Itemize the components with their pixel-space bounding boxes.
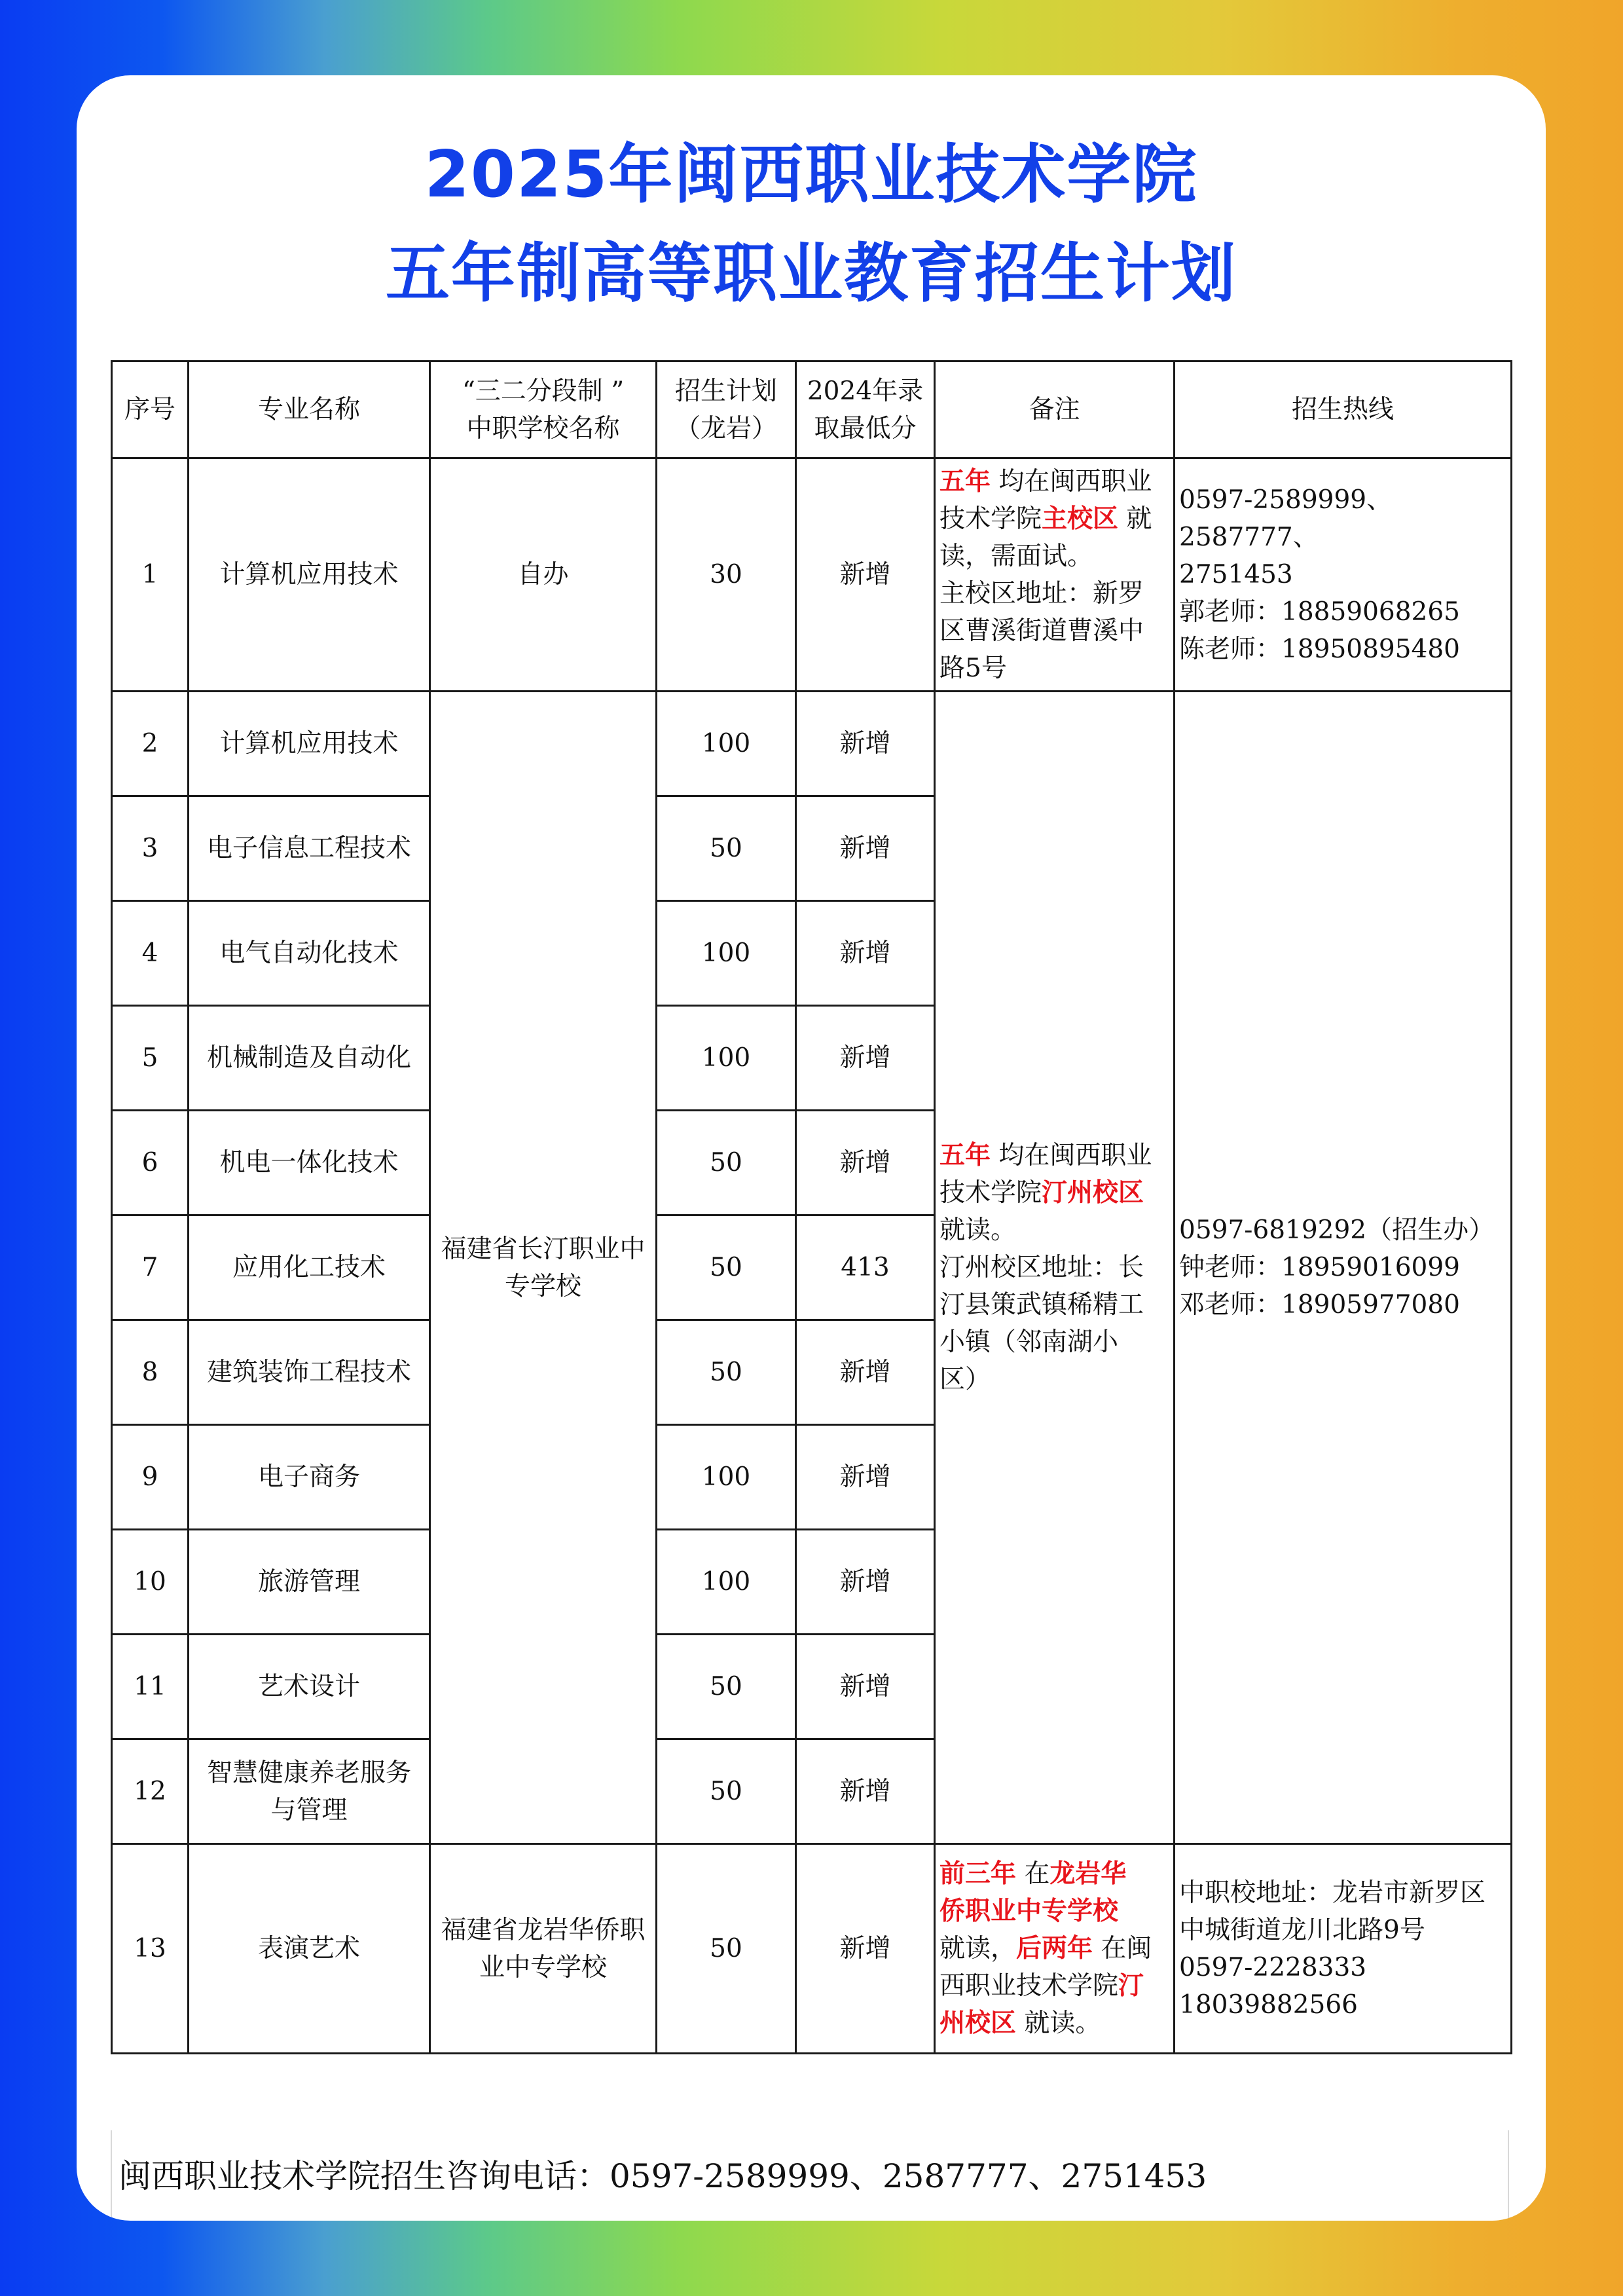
- note-text: 在闽: [1093, 1934, 1152, 1963]
- row-no: 12: [112, 1739, 189, 1844]
- note-address: 汀县策武镇稀精工: [939, 1290, 1144, 1320]
- note-text: 均在闽西职业: [991, 1141, 1152, 1170]
- table-header-row: [112, 361, 1512, 458]
- header-hotline: 招生热线: [1175, 361, 1512, 458]
- row-major: 电气自动化技术: [189, 901, 430, 1006]
- row-major: 机械制造及自动化: [189, 1006, 430, 1111]
- header-school-line-2: 中职学校名称: [466, 413, 620, 443]
- group1-hotline: [1175, 458, 1512, 692]
- header-note: 备注: [935, 361, 1175, 458]
- row-score: 新增: [796, 1111, 935, 1215]
- row-score: 新增: [796, 1844, 935, 2054]
- note-highlight: 汀: [1118, 1971, 1144, 2001]
- row-major: [189, 1739, 430, 1844]
- note-text: 读，需面试。: [939, 541, 1093, 571]
- note-text: 在: [1016, 1859, 1050, 1889]
- row-no: 1: [112, 458, 189, 692]
- row-plan: 100: [657, 1530, 796, 1635]
- row-plan: 100: [657, 1006, 796, 1111]
- group2-hotline: [1175, 692, 1512, 1844]
- row-major: 计算机应用技术: [189, 458, 430, 692]
- header-score-line-1: 2024年录: [807, 376, 924, 406]
- group3-note: [935, 1844, 1175, 2054]
- row-no: 6: [112, 1111, 189, 1215]
- group3-school: [430, 1844, 657, 2054]
- row-no: 2: [112, 692, 189, 796]
- school-line: 福建省长汀职业中: [441, 1234, 646, 1264]
- note-highlight: 后两年: [1016, 1934, 1093, 1963]
- note-address: 路5号: [939, 653, 1007, 683]
- row-plan: 100: [657, 1425, 796, 1530]
- school-line: 福建省龙岩华侨职: [441, 1915, 646, 1945]
- hotline-line: 陈老师：18950895480: [1179, 635, 1460, 664]
- header-major: 专业名称: [189, 361, 430, 458]
- header-score-line-2: 取最低分: [814, 413, 917, 443]
- group3-hotline: [1175, 1844, 1512, 2054]
- row-score: 新增: [796, 1739, 935, 1844]
- row-plan: 100: [657, 901, 796, 1006]
- row-score: 新增: [796, 458, 935, 692]
- row-no: 9: [112, 1425, 189, 1530]
- hotline-line: 中职校地址：龙岩市新罗区: [1179, 1878, 1486, 1908]
- note-address: 主校区地址：新罗: [939, 578, 1144, 608]
- note-text: 就读。: [1016, 2009, 1101, 2038]
- row-no: 7: [112, 1215, 189, 1320]
- group1-note: [935, 458, 1175, 692]
- note-text: 就读。: [939, 1215, 1017, 1245]
- row-major: 旅游管理: [189, 1530, 430, 1635]
- consult-phone-footer: 闽西职业技术学院招生咨询电话：0597-2589999、2587777、2751453: [111, 2130, 1509, 2221]
- table-row: [112, 692, 1512, 796]
- major-line: 与管理: [270, 1795, 348, 1825]
- row-no: 3: [112, 796, 189, 901]
- school-line: 业中专学校: [479, 1952, 607, 1982]
- note-highlight: 侨职业中专学校: [939, 1897, 1119, 1926]
- row-score: 新增: [796, 1425, 935, 1530]
- note-highlight: 五年: [939, 466, 991, 496]
- title-line-2: 五年制高等职业教育招生计划: [385, 236, 1237, 311]
- table-row: [112, 458, 1512, 692]
- row-plan: 50: [657, 1215, 796, 1320]
- hotline-line: 郭老师：18859068265: [1179, 597, 1460, 627]
- note-highlight: 汀州校区: [1042, 1178, 1144, 1208]
- row-plan: 50: [657, 1739, 796, 1844]
- row-no: 5: [112, 1006, 189, 1111]
- row-no: 13: [112, 1844, 189, 2054]
- row-plan: 100: [657, 692, 796, 796]
- hotline-line: 中城街道龙川北路9号: [1179, 1915, 1425, 1945]
- note-text: 西职业技术学院: [939, 1971, 1119, 2001]
- header-school-line-1: “三二分段制 ”: [462, 376, 625, 406]
- note-text: 技术学院: [939, 1178, 1042, 1208]
- poster-card: [77, 75, 1546, 2221]
- row-plan: 50: [657, 1320, 796, 1425]
- header-school: [430, 361, 657, 458]
- row-school: 自办: [430, 458, 657, 692]
- row-score: 新增: [796, 901, 935, 1006]
- note-address: 区）: [939, 1365, 991, 1394]
- row-score: 新增: [796, 1635, 935, 1739]
- note-highlight: 五年: [939, 1141, 991, 1170]
- note-address: 汀州校区地址：长: [939, 1253, 1144, 1282]
- major-line: 智慧健康养老服务: [206, 1758, 411, 1788]
- row-score: 新增: [796, 692, 935, 796]
- group2-note: [935, 692, 1175, 1844]
- note-address: 区曹溪街道曹溪中: [939, 616, 1144, 646]
- header-no: 序号: [112, 361, 189, 458]
- note-highlight: 州校区: [939, 2009, 1017, 2038]
- row-no: 8: [112, 1320, 189, 1425]
- row-no: 11: [112, 1635, 189, 1739]
- group2-school: [430, 692, 657, 1844]
- row-major: 艺术设计: [189, 1635, 430, 1739]
- hotline-line: 18039882566: [1179, 1990, 1358, 2020]
- hotline-line: 2751453: [1179, 560, 1293, 589]
- school-line: 专学校: [504, 1271, 581, 1301]
- row-score: 新增: [796, 1530, 935, 1635]
- row-no: 4: [112, 901, 189, 1006]
- header-plan-line-1: 招生计划: [674, 376, 777, 406]
- row-major: 建筑装饰工程技术: [189, 1320, 430, 1425]
- note-highlight: 龙岩华: [1049, 1859, 1127, 1889]
- row-major: 表演艺术: [189, 1844, 430, 2054]
- row-major: 机电一体化技术: [189, 1111, 430, 1215]
- header-score: [796, 361, 935, 458]
- note-text: 均在闽西职业: [991, 466, 1152, 496]
- note-text: 就: [1118, 504, 1152, 534]
- row-score: 新增: [796, 1006, 935, 1111]
- row-no: 10: [112, 1530, 189, 1635]
- title-line-1: 2025年闽西职业技术学院: [424, 138, 1198, 212]
- row-score: 新增: [796, 796, 935, 901]
- enrollment-plan-table: [111, 360, 1512, 2054]
- hotline-line: 0597-6819292（招生办）: [1179, 1215, 1495, 1245]
- note-address: 小镇（邻南湖小: [939, 1327, 1119, 1357]
- row-plan: 50: [657, 796, 796, 901]
- table-row: [112, 1844, 1512, 2054]
- row-plan: 50: [657, 1635, 796, 1739]
- row-plan: 50: [657, 1111, 796, 1215]
- header-plan: [657, 361, 796, 458]
- note-text: 就读，: [939, 1934, 1017, 1963]
- note-highlight: 主校区: [1042, 504, 1119, 534]
- row-plan: 50: [657, 1844, 796, 2054]
- row-score: 新增: [796, 1320, 935, 1425]
- hotline-line: 钟老师：18959016099: [1179, 1253, 1460, 1282]
- row-major: 应用化工技术: [189, 1215, 430, 1320]
- row-major: 计算机应用技术: [189, 692, 430, 796]
- note-text: 技术学院: [939, 504, 1042, 534]
- hotline-line: 0597-2589999、2587777、: [1179, 485, 1393, 552]
- note-highlight: 前三年: [939, 1859, 1017, 1889]
- hotline-line: 邓老师：18905977080: [1179, 1290, 1460, 1320]
- row-plan: 30: [657, 458, 796, 692]
- header-plan-line-2: （龙岩）: [674, 413, 777, 443]
- hotline-line: 0597-2228333: [1179, 1952, 1367, 1982]
- row-major: 电子商务: [189, 1425, 430, 1530]
- row-major: 电子信息工程技术: [189, 796, 430, 901]
- row-score: 413: [796, 1215, 935, 1320]
